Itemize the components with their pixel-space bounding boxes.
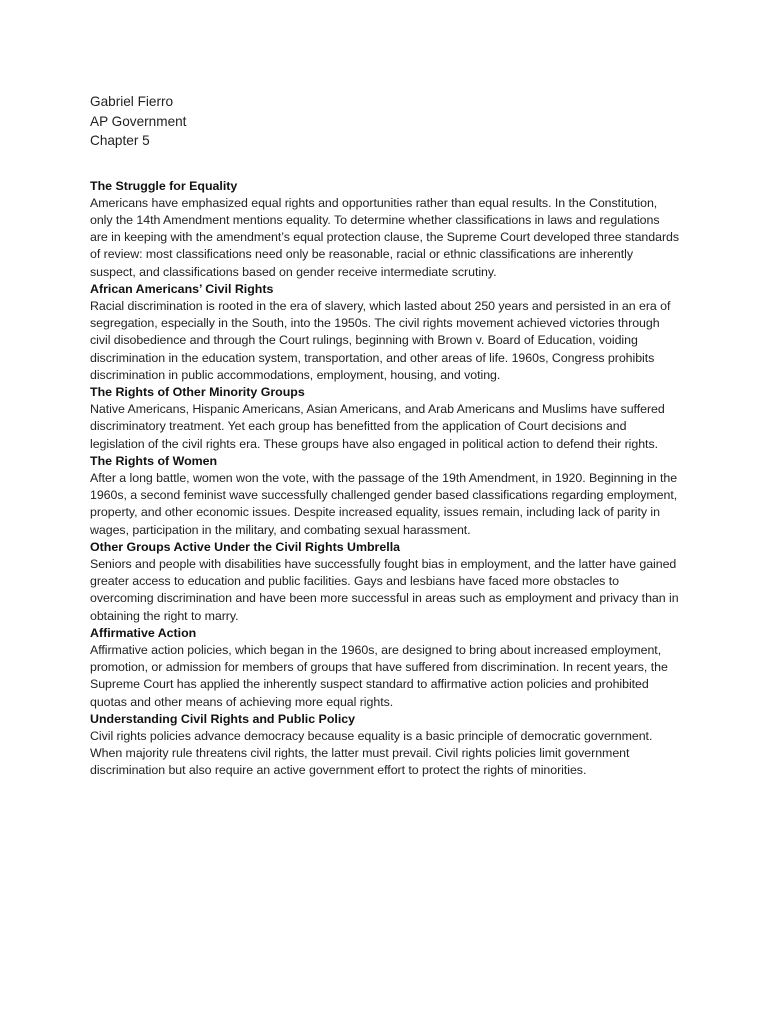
- section-body: Native Americans, Hispanic Americans, Asian Americans, and Arab Americans and Muslims have suffered discriminatory treatment. Yet each group has benefitted from the application of Court decisions and legislation of the civil rights era. These groups have also engaged in political action to defend their rights.: [90, 402, 665, 451]
- section-heading: Other Groups Active Under the Civil Rights Umbrella: [90, 539, 401, 554]
- section-civil-rights-public-policy: [90, 711, 680, 780]
- document-header: [90, 92, 680, 151]
- document-page: [90, 92, 680, 780]
- author-name: Gabriel Fierro: [90, 94, 174, 109]
- section-rights-of-women: [90, 453, 680, 539]
- section-african-americans-civil-rights: [90, 281, 680, 384]
- section-heading: The Rights of Other Minority Groups: [90, 384, 305, 399]
- section-other-minority-groups: [90, 384, 680, 453]
- section-heading: Understanding Civil Rights and Public Policy: [90, 711, 356, 726]
- chapter-label: Chapter 5: [90, 133, 150, 148]
- section-body: Seniors and people with disabilities have successfully fought bias in employment, and the latter have gained greater access to education and public facilities. Gays and lesbians have faced more obstacles to overcoming discrimination and have been more successful in areas such as employment and privacy than in obtaining the right to marry.: [90, 556, 679, 623]
- section-body: After a long battle, women won the vote, with the passage of the 19th Amendment, in 1920. Beginning in the 1960s, a second feminist wave successfully challenged gender based classifications regarding employment, property, and other economic issues. Despite increased equality, issues remain, including lack of parity in wages, participation in the military, and combating sexual harassment.: [90, 470, 678, 537]
- section-heading: The Struggle for Equality: [90, 178, 238, 193]
- section-body: Americans have emphasized equal rights and opportunities rather than equal results. In the Constitution, only the 14th Amendment mentions equality. To determine whether classifications in laws and regulations are in keeping with the amendment’s equal protection clause, the Supreme Court developed three standards of review: most classifications need only be reasonable, racial or ethnic classifications are inherently suspect, and classifications based on gender receive intermediate scrutiny.: [90, 195, 680, 279]
- section-heading: African Americans’ Civil Rights: [90, 281, 274, 296]
- section-heading: The Rights of Women: [90, 453, 218, 468]
- course-name: AP Government: [90, 113, 187, 129]
- section-struggle-for-equality: [90, 178, 680, 281]
- section-body: Affirmative action policies, which began in the 1960s, are designed to bring about increased employment, promotion, or admission for members of groups that have suffered from discrimination. In recent years, the Supreme Court has applied the inherently suspect standard to affirmative action policies and prohibited quotas and other means of achieving more equal rights.: [90, 642, 668, 709]
- section-other-groups: [90, 539, 680, 625]
- section-body: Civil rights policies advance democracy because equality is a basic principle of democratic government. When majority rule threatens civil rights, the latter must prevail. Civil rights policies limit government discrimination but also require an active government effort to protect the rights of minorities.: [90, 729, 653, 778]
- section-body: Racial discrimination is rooted in the era of slavery, which lasted about 250 years and persisted in an era of segregation, especially in the South, into the 1950s. The civil rights movement achieved victories through civil disobedience and through the Court rulings, beginning with Brown v. Board of Education, voiding discrimination in the education system, transportation, and other areas of life. 1960s, Congress prohibits discrimination in public accommodations, employment, housing, and voting.: [90, 298, 671, 382]
- section-heading: Affirmative Action: [90, 625, 197, 640]
- section-affirmative-action: [90, 625, 680, 711]
